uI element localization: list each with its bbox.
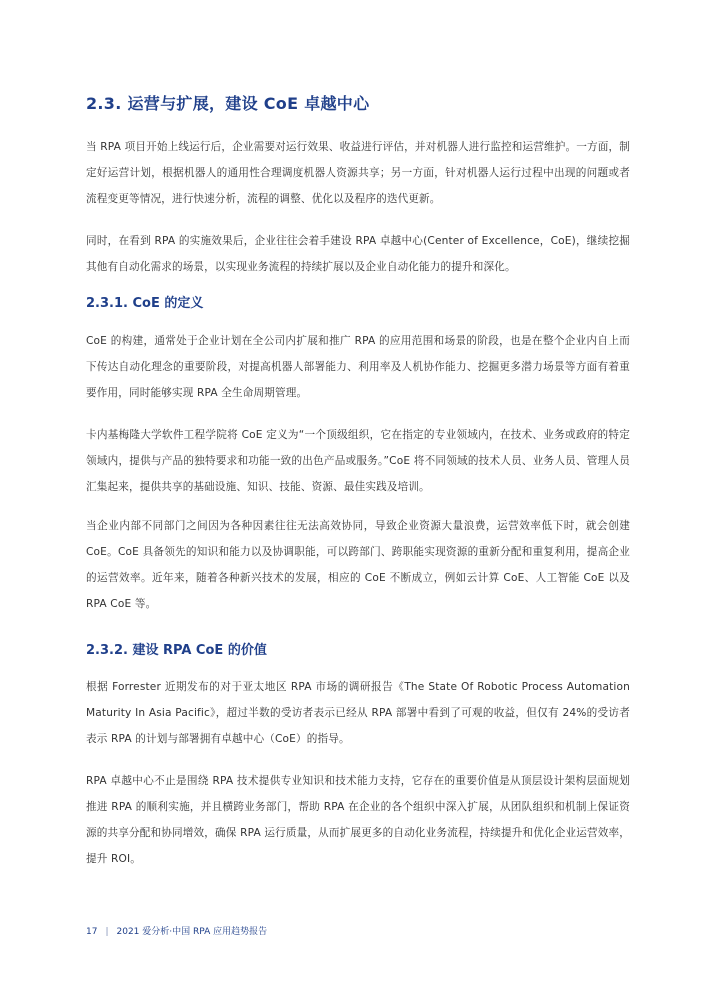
page-number: 17	[86, 927, 98, 937]
subsection-heading-coe-value: 2.3.2. 建设 RPA CoE 的价值	[86, 643, 267, 658]
coe-definition-paragraph-3: 当企业内部不同部门之间因为各种因素往往无法高效协同，导致企业资源大量浪费，运营效率低下时，就会创建 CoE。CoE 具备领先的知识和能力以及协调职能，可以跨部门、跨职能实现资源的重新分配和重复利用，提高企业的运营效率。近年来，随着各种新兴技术的发展，相应的 CoE 不断成立，例如云计算 CoE、人工智能 CoE 以及 RPA CoE 等。	[86, 520, 630, 610]
subsection-heading-coe-definition: 2.3.1. CoE 的定义	[86, 296, 204, 311]
coe-value-paragraph-1: 根据 Forrester 近期发布的对于亚太地区 RPA 市场的调研报告《The State Of Robotic Process Automation Maturity In Asia Pacific》，超过半数的受访者表示已经从 RPA 部署中看到了可观的收益，但仅有 24%的受访者表示 RPA 的计划与部署拥有卓越中心（CoE）的指导。	[86, 681, 630, 745]
footer-separator: |	[105, 927, 109, 937]
report-title: 2021 爱分析·中国 RPA 应用趋势报告	[116, 927, 268, 937]
page-footer	[86, 924, 267, 937]
intro-paragraph-1: 当 RPA 项目开始上线运行后，企业需要对运行效果、收益进行评估，并对机器人进行监控和运营维护。一方面，制定好运营计划，根据机器人的通用性合理调度机器人资源共享；另一方面，针对机器人运行过程中出现的问题或者流程变更等情况，进行快速分析，流程的调整、优化以及程序的迭代更新。	[86, 141, 630, 205]
section-heading: 2.3. 运营与扩展，建设 CoE 卓越中心	[86, 94, 370, 113]
coe-definition-paragraph-2: 卡内基梅隆大学软件工程学院将 CoE 定义为“一个顶级组织，它在指定的专业领域内，在技术、业务或政府的特定领域内，提供与产品的独特要求和功能一致的出色产品或服务。”CoE 将不同领域的技术人员、业务人员、管理人员汇集起来，提供共享的基础设施、知识、技能、资源、最佳实践及培训。	[86, 429, 630, 493]
intro-paragraph-2: 同时，在看到 RPA 的实施效果后，企业往往会着手建设 RPA 卓越中心(Center of Excellence，CoE)，继续挖掘其他有自动化需求的场景，以实现业务流程的持续扩展以及企业自动化能力的提升和深化。	[86, 235, 630, 273]
coe-value-paragraph-2: RPA 卓越中心不止是围绕 RPA 技术提供专业知识和技术能力支持，它存在的重要价值是从顶层设计架构层面规划推进 RPA 的顺利实施，并且横跨业务部门，帮助 RPA 在企业的各个组织中深入扩展，从团队组织和机制上保证资源的共享分配和协同增效，确保 RPA 运行质量，从而扩展更多的自动化业务流程，持续提升和优化企业运营效率，提升 ROI。	[86, 775, 630, 865]
coe-definition-paragraph-1: CoE 的构建，通常处于企业计划在全公司内扩展和推广 RPA 的应用范围和场景的阶段，也是在整个企业内自上而下传达自动化理念的重要阶段，对提高机器人部署能力、利用率及人机协作能力、挖掘更多潜力场景等方面有着重要作用，同时能够实现 RPA 全生命周期管理。	[86, 335, 630, 399]
